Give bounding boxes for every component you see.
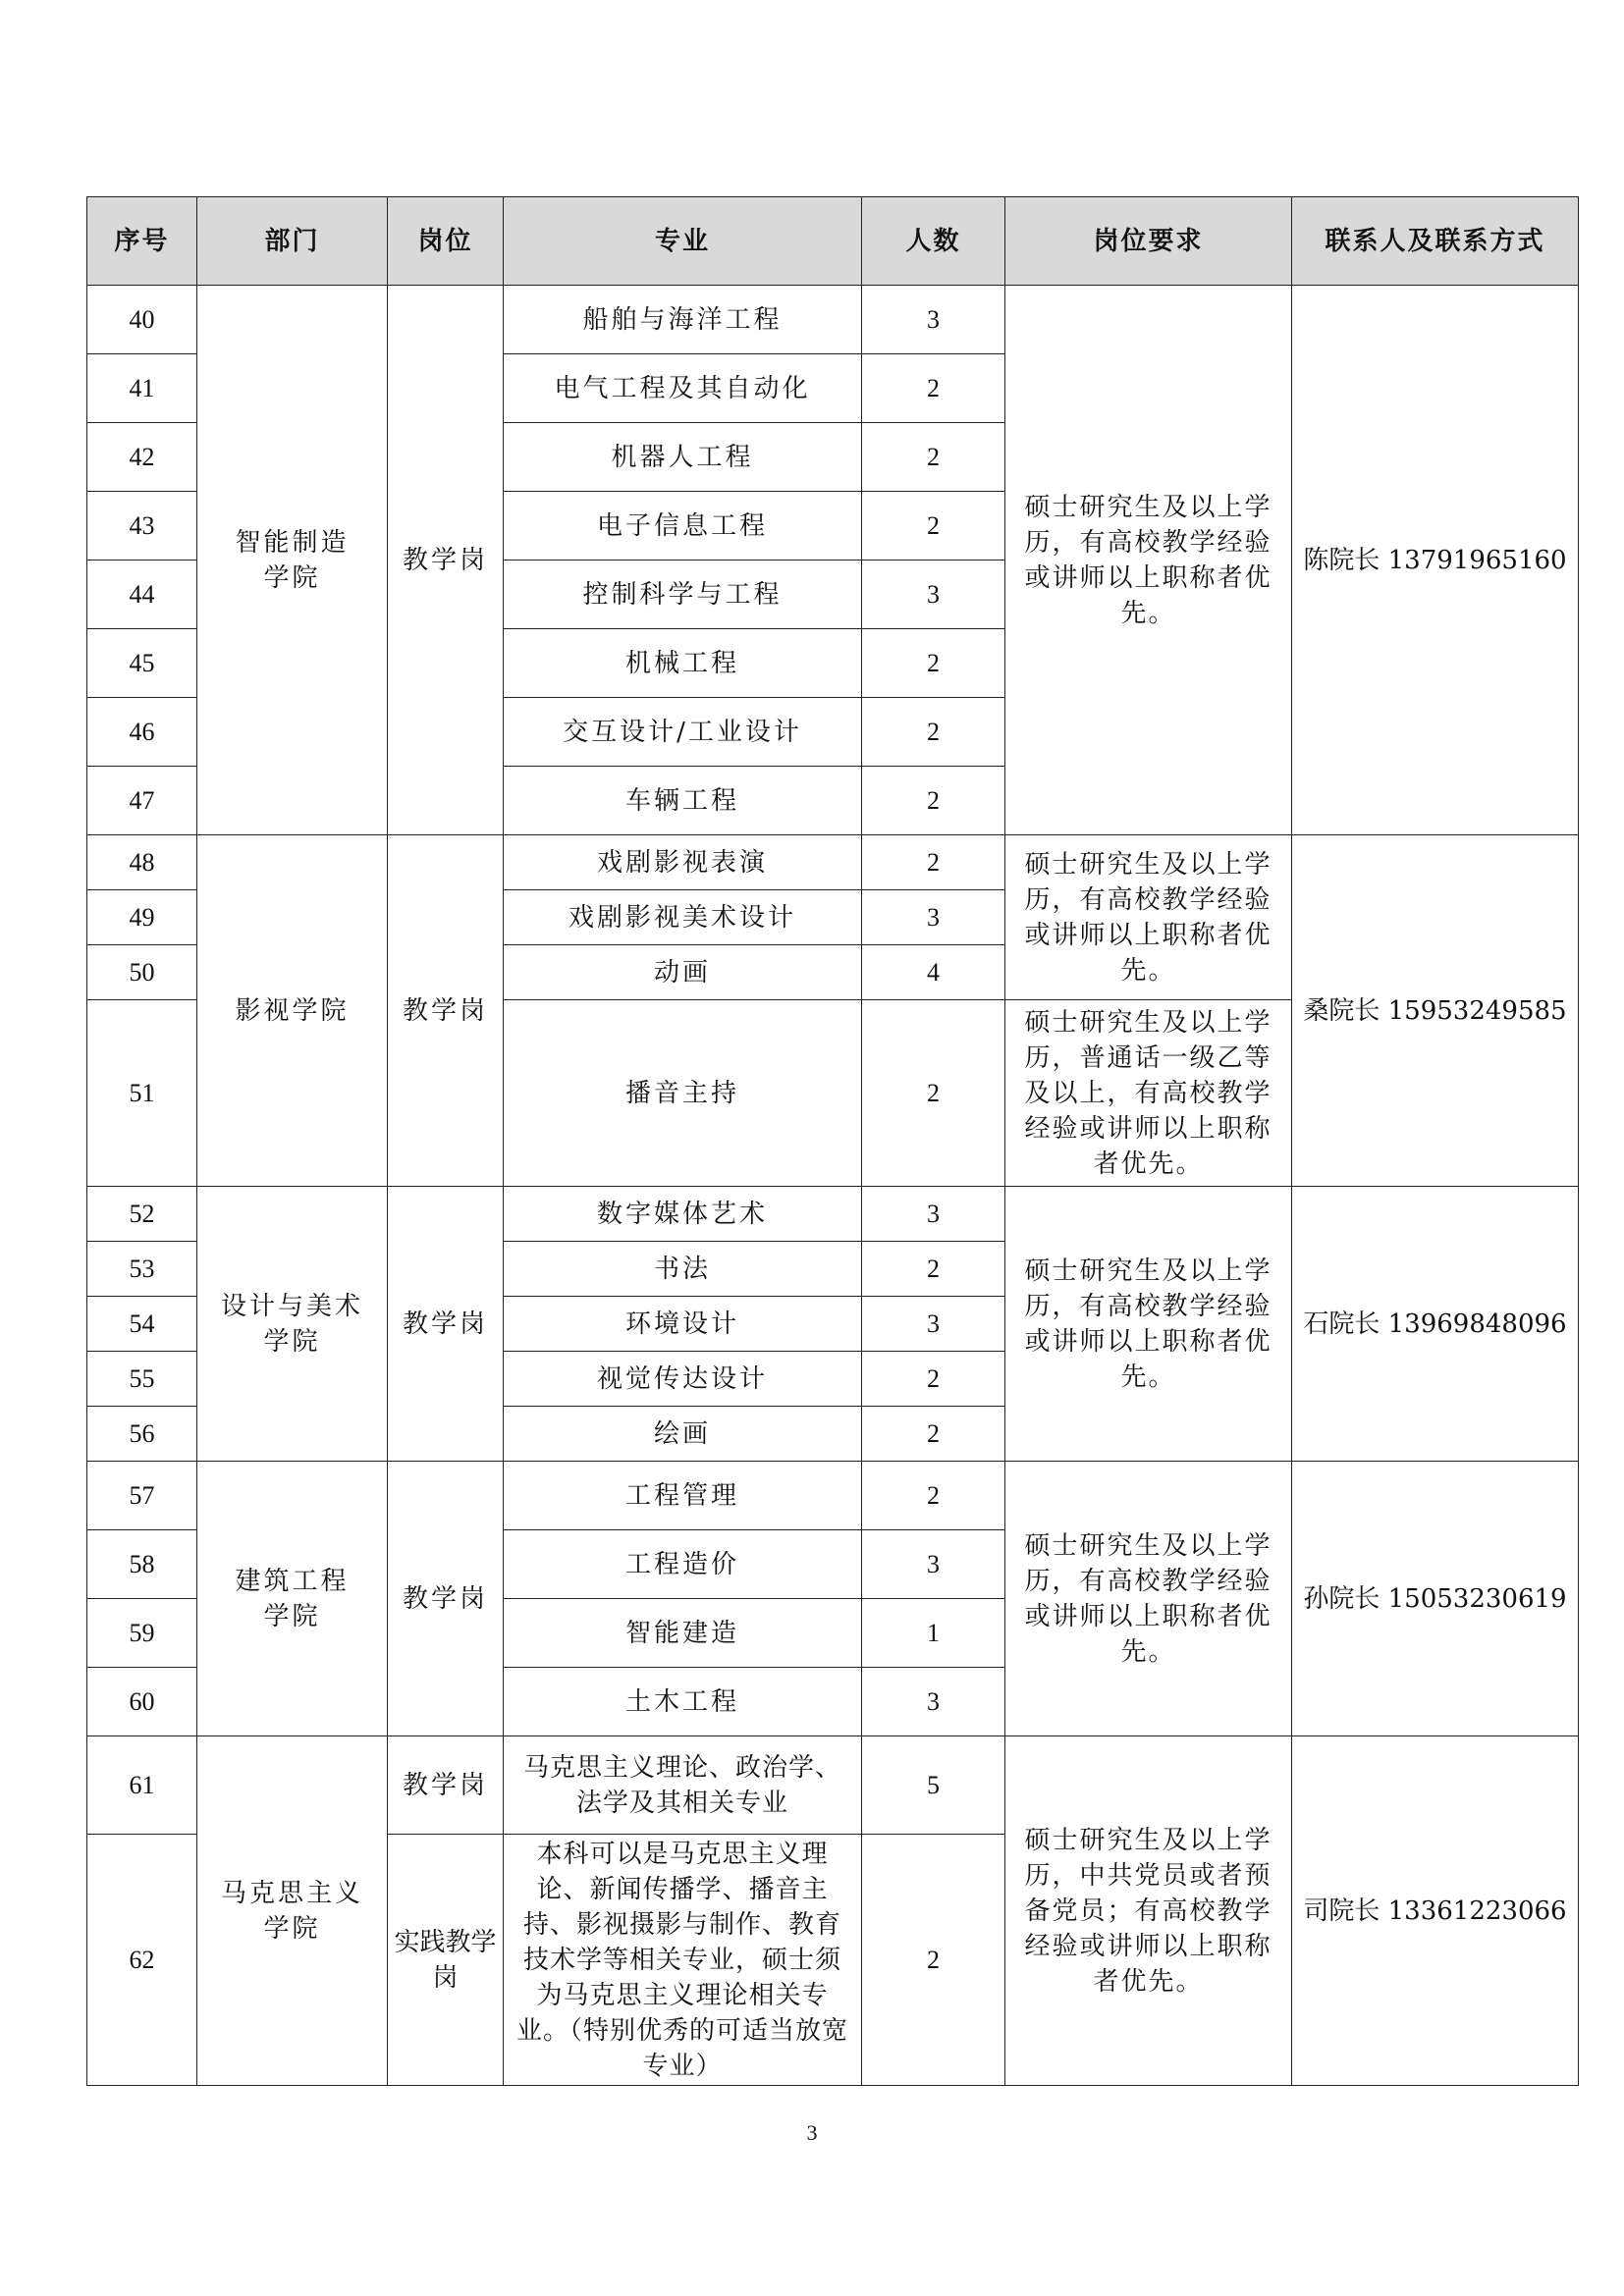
- position-cell: 实践教学岗: [388, 1835, 504, 2086]
- row-no: 59: [87, 1599, 197, 1668]
- department-cell: 建筑工程学院: [197, 1462, 388, 1736]
- count-cell: 1: [862, 1599, 1005, 1668]
- row-no: 55: [87, 1352, 197, 1407]
- major-cell: 工程造价: [504, 1530, 862, 1599]
- row-no: 61: [87, 1736, 197, 1835]
- major-cell: 工程管理: [504, 1462, 862, 1530]
- major-cell: 船舶与海洋工程: [504, 286, 862, 354]
- count-cell: 2: [862, 629, 1005, 698]
- count-cell: 2: [862, 767, 1005, 835]
- row-no: 52: [87, 1187, 197, 1242]
- count-cell: 2: [862, 1407, 1005, 1462]
- row-no: 56: [87, 1407, 197, 1462]
- row-no: 62: [87, 1835, 197, 2086]
- table-row: [87, 1462, 1579, 1530]
- row-no: 60: [87, 1668, 197, 1736]
- header-no: 序号: [87, 197, 197, 286]
- position-cell: 教学岗: [388, 286, 504, 835]
- major-cell: 环境设计: [504, 1297, 862, 1352]
- row-no: 58: [87, 1530, 197, 1599]
- header-department: 部门: [197, 197, 388, 286]
- count-cell: 3: [862, 561, 1005, 629]
- count-cell: 3: [862, 1297, 1005, 1352]
- row-no: 57: [87, 1462, 197, 1530]
- position-cell: 教学岗: [388, 835, 504, 1187]
- header-major: 专业: [504, 197, 862, 286]
- header-count: 人数: [862, 197, 1005, 286]
- table-row: [87, 1736, 1579, 1835]
- page-number: 3: [806, 2120, 818, 2145]
- row-no: 50: [87, 945, 197, 1000]
- count-cell: 3: [862, 1668, 1005, 1736]
- requirement-cell: 硕士研究生及以上学历，有高校教学经验或讲师以上职称者优先。: [1005, 1187, 1292, 1462]
- row-no: 49: [87, 890, 197, 945]
- major-cell: 控制科学与工程: [504, 561, 862, 629]
- requirement-cell: 硕士研究生及以上学历，中共党员或者预备党员；有高校教学经验或讲师以上职称者优先。: [1005, 1736, 1292, 2086]
- major-cell: 智能建造: [504, 1599, 862, 1668]
- count-cell: 5: [862, 1736, 1005, 1835]
- contact-cell: 司院长 13361223066: [1292, 1736, 1579, 2086]
- count-cell: 2: [862, 1462, 1005, 1530]
- row-no: 43: [87, 492, 197, 561]
- major-cell: 土木工程: [504, 1668, 862, 1736]
- count-cell: 3: [862, 1530, 1005, 1599]
- major-cell: 车辆工程: [504, 767, 862, 835]
- row-no: 42: [87, 423, 197, 492]
- count-cell: 2: [862, 698, 1005, 767]
- requirement-cell: 硕士研究生及以上学历，普通话一级乙等及以上，有高校教学经验或讲师以上职称者优先。: [1005, 1000, 1292, 1187]
- department-cell: 影视学院: [197, 835, 388, 1187]
- count-cell: 2: [862, 492, 1005, 561]
- position-cell: 教学岗: [388, 1736, 504, 1835]
- major-cell: 机器人工程: [504, 423, 862, 492]
- position-cell: 教学岗: [388, 1462, 504, 1736]
- count-cell: 2: [862, 1242, 1005, 1297]
- requirement-cell: 硕士研究生及以上学历，有高校教学经验或讲师以上职称者优先。: [1005, 835, 1292, 1000]
- row-no: 54: [87, 1297, 197, 1352]
- count-cell: 3: [862, 286, 1005, 354]
- major-cell: 绘画: [504, 1407, 862, 1462]
- major-cell: 书法: [504, 1242, 862, 1297]
- contact-cell: 桑院长 15953249585: [1292, 835, 1579, 1187]
- table-row: [87, 1187, 1579, 1242]
- contact-cell: 石院长 13969848096: [1292, 1187, 1579, 1462]
- table-row: [87, 286, 1579, 354]
- header-row: [87, 197, 1579, 286]
- count-cell: 4: [862, 945, 1005, 1000]
- major-cell: 交互设计/工业设计: [504, 698, 862, 767]
- row-no: 46: [87, 698, 197, 767]
- count-cell: 3: [862, 1187, 1005, 1242]
- requirement-cell: 硕士研究生及以上学历，有高校教学经验或讲师以上职称者优先。: [1005, 1462, 1292, 1736]
- major-cell: 播音主持: [504, 1000, 862, 1187]
- recruitment-table: [86, 196, 1579, 2086]
- row-no: 48: [87, 835, 197, 890]
- major-cell: 电子信息工程: [504, 492, 862, 561]
- count-cell: 2: [862, 354, 1005, 423]
- requirement-cell: 硕士研究生及以上学历，有高校教学经验或讲师以上职称者优先。: [1005, 286, 1292, 835]
- contact-cell: 孙院长 15053230619: [1292, 1462, 1579, 1736]
- count-cell: 2: [862, 1352, 1005, 1407]
- major-cell: 动画: [504, 945, 862, 1000]
- row-no: 40: [87, 286, 197, 354]
- row-no: 45: [87, 629, 197, 698]
- count-cell: 3: [862, 890, 1005, 945]
- row-no: 44: [87, 561, 197, 629]
- major-cell: 马克思主义理论、政治学、法学及其相关专业: [504, 1736, 862, 1835]
- major-cell: 视觉传达设计: [504, 1352, 862, 1407]
- header-contact: 联系人及联系方式: [1292, 197, 1579, 286]
- department-cell: 设计与美术学院: [197, 1187, 388, 1462]
- row-no: 53: [87, 1242, 197, 1297]
- header-requirement: 岗位要求: [1005, 197, 1292, 286]
- count-cell: 2: [862, 423, 1005, 492]
- major-cell: 戏剧影视表演: [504, 835, 862, 890]
- count-cell: 2: [862, 835, 1005, 890]
- row-no: 51: [87, 1000, 197, 1187]
- header-position: 岗位: [388, 197, 504, 286]
- count-cell: 2: [862, 1835, 1005, 2086]
- major-cell: 机械工程: [504, 629, 862, 698]
- position-cell: 教学岗: [388, 1187, 504, 1462]
- row-no: 41: [87, 354, 197, 423]
- contact-cell: 陈院长 13791965160: [1292, 286, 1579, 835]
- major-cell: 本科可以是马克思主义理论、新闻传播学、播音主持、影视摄影与制作、教育技术学等相关专业，硕士须为马克思主义理论相关专业。（特别优秀的可适当放宽专业）: [504, 1835, 862, 2086]
- department-cell: 马克思主义学院: [197, 1736, 388, 2086]
- major-cell: 电气工程及其自动化: [504, 354, 862, 423]
- row-no: 47: [87, 767, 197, 835]
- major-cell: 数字媒体艺术: [504, 1187, 862, 1242]
- table-row: [87, 835, 1579, 890]
- department-cell: 智能制造学院: [197, 286, 388, 835]
- major-cell: 戏剧影视美术设计: [504, 890, 862, 945]
- count-cell: 2: [862, 1000, 1005, 1187]
